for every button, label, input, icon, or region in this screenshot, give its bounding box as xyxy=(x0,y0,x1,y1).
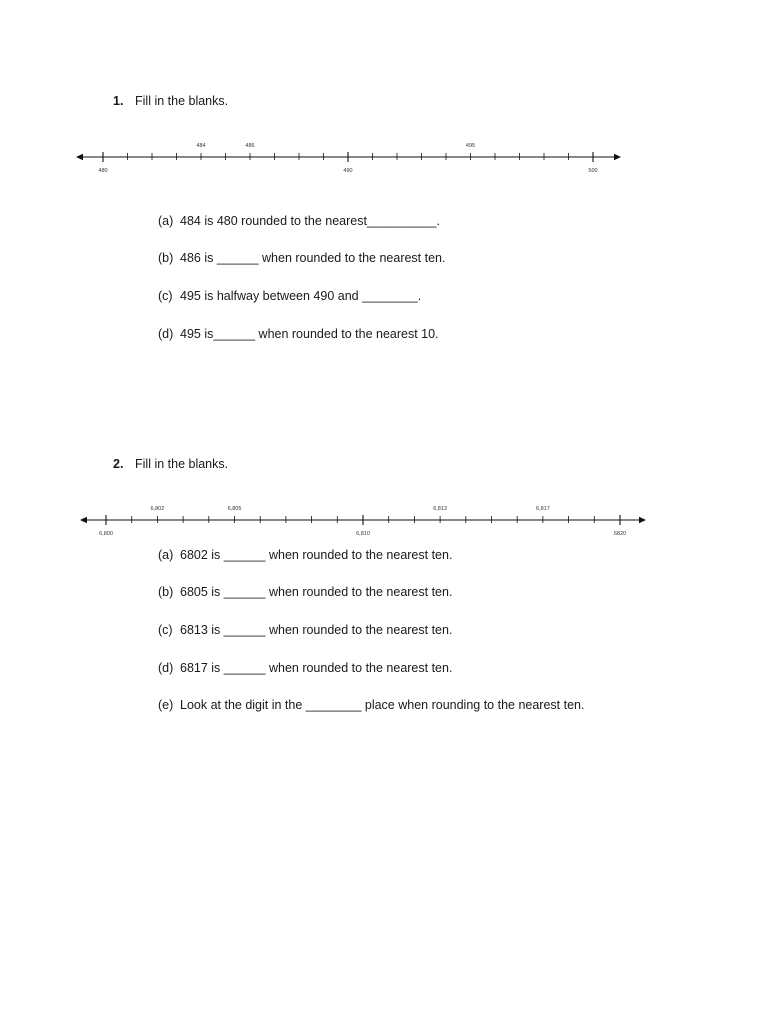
number-line-1 xyxy=(0,135,768,185)
left-arrow-icon xyxy=(80,517,87,523)
item-text: 495 is______ when rounded to the nearest 10. xyxy=(180,327,439,341)
item-letter: (d) xyxy=(158,327,174,341)
question-prompt: Fill in the blanks. xyxy=(135,94,229,108)
question-prompt: Fill in the blanks. xyxy=(135,457,229,471)
question-number: 1. xyxy=(113,94,124,108)
item-letter: (c) xyxy=(158,623,173,637)
point-label: 6,817 xyxy=(536,506,550,512)
question-2-item-d xyxy=(158,661,452,675)
item-letter: (a) xyxy=(158,548,174,562)
question-number: 2. xyxy=(113,457,124,471)
question-2-item-e xyxy=(158,698,584,712)
question-1-item-c xyxy=(158,289,421,303)
item-letter: (c) xyxy=(158,289,173,303)
question-1-heading xyxy=(113,94,228,108)
point-label: 495 xyxy=(465,143,476,149)
item-letter: (e) xyxy=(158,698,174,712)
question-2-item-c xyxy=(158,623,452,637)
item-letter: (b) xyxy=(158,251,174,265)
question-1-item-b xyxy=(158,251,445,265)
point-label: 484 xyxy=(196,143,206,149)
tick-label: 6,810 xyxy=(356,531,370,537)
tick-label: 6820 xyxy=(613,531,627,537)
tick-label: 490 xyxy=(343,168,353,174)
right-arrow-icon xyxy=(639,517,646,523)
item-text: 6805 is ______ when rounded to the nearest ten. xyxy=(180,585,453,599)
tick-label: 500 xyxy=(588,168,598,174)
point-label: 6,813 xyxy=(433,506,447,512)
right-arrow-icon xyxy=(614,154,621,160)
number-line-2 xyxy=(0,498,768,548)
item-letter: (d) xyxy=(158,661,174,675)
item-letter: (b) xyxy=(158,585,174,599)
item-text: 484 is 480 rounded to the nearest__________. xyxy=(180,214,440,228)
question-2-heading xyxy=(113,457,228,471)
item-text: Look at the digit in the ________ place when rounding to the nearest ten. xyxy=(180,698,585,712)
tick-label: 6,800 xyxy=(99,531,113,537)
question-1-item-a xyxy=(158,214,440,228)
question-2-item-b xyxy=(158,585,452,599)
tick-label: 480 xyxy=(98,168,108,174)
question-1-item-d xyxy=(158,327,439,341)
item-text: 486 is ______ when rounded to the nearest ten. xyxy=(180,251,446,265)
item-letter: (a) xyxy=(158,214,174,228)
item-text: 495 is halfway between 490 and ________. xyxy=(180,289,422,303)
point-label: 6,805 xyxy=(227,506,242,512)
point-label: 6,802 xyxy=(150,506,165,512)
left-arrow-icon xyxy=(76,154,83,160)
point-label: 486 xyxy=(245,143,255,149)
item-text: 6817 is ______ when rounded to the nearest ten. xyxy=(180,661,453,675)
item-text: 6813 is ______ when rounded to the nearest ten. xyxy=(180,623,453,637)
item-text: 6802 is ______ when rounded to the nearest ten. xyxy=(180,548,453,562)
question-2-item-a xyxy=(158,548,452,562)
